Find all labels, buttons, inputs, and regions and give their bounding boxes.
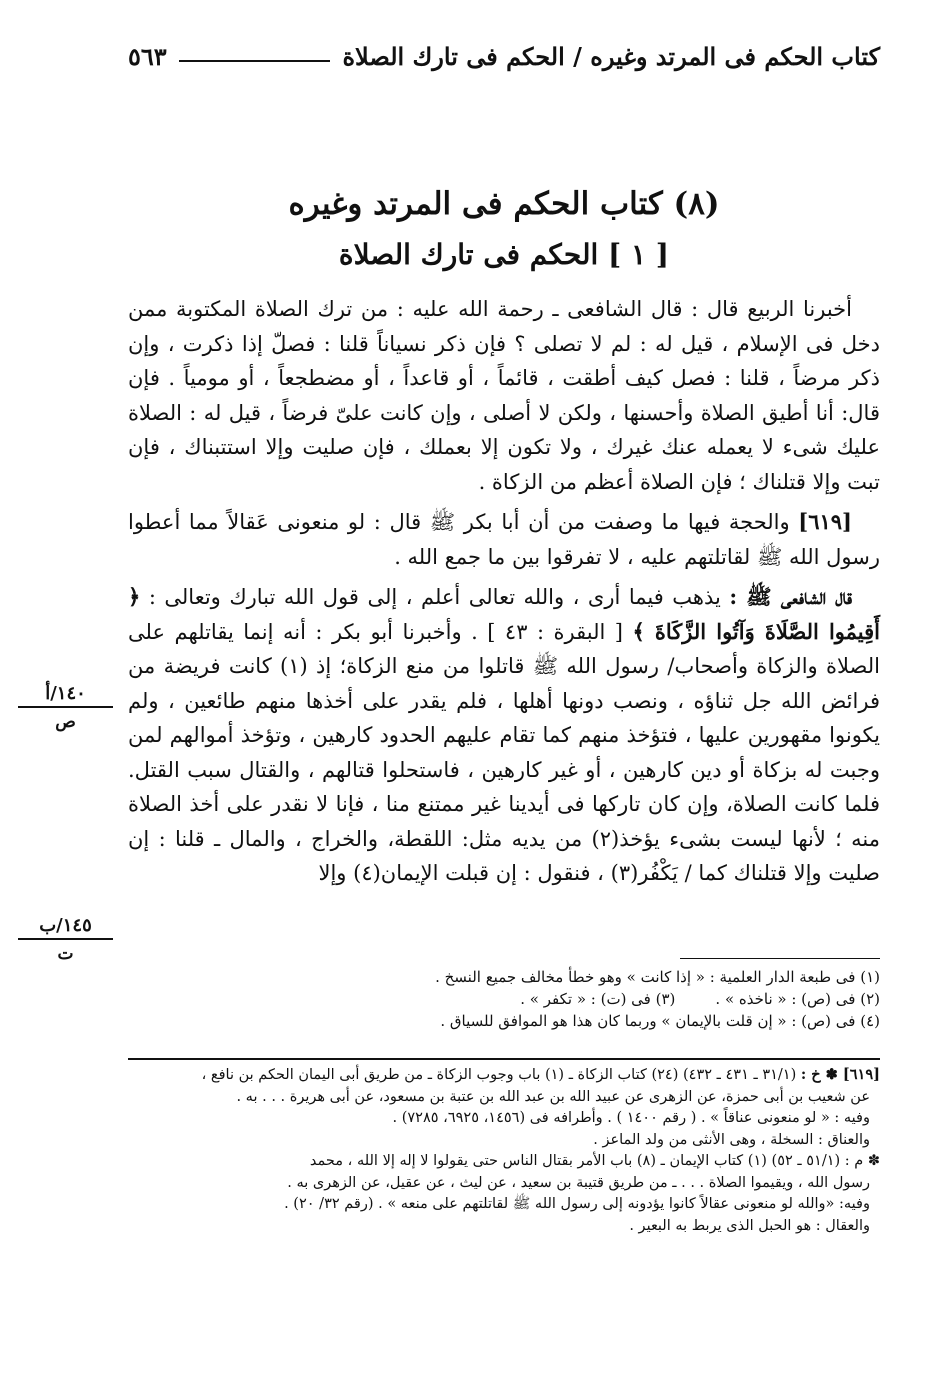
- margin-reference-letter: ت: [57, 944, 74, 964]
- margin-reference-1: [18, 683, 113, 732]
- takhrij-line: وفيه: «والله لو منعونى عقالاً كانوا يؤدونه إلى رسول الله ﷺ لقاتلتهم على منعه » . (رقم ٣٢/ ٢٠) .: [284, 1196, 870, 1212]
- paragraph-2-text: والحجة فيها ما وصفت من أن أبا بكر ﷺ قال : لو منعونى عَقالاً مما أعطوا رسول الله ﷺ لقاتلتهم عليه ، لا تفرقوا بين ما جمع الله .: [128, 510, 880, 569]
- hadith-number: [٦١٩]: [798, 509, 852, 534]
- paragraph-3: [128, 580, 880, 891]
- chapter-title: (٨) كتاب الحكم فى المرتد وغيره: [288, 186, 720, 222]
- page-number: ٥٦٣: [128, 41, 167, 71]
- running-header: [128, 36, 880, 76]
- margin-reference-number: ١٤٥/ب: [18, 915, 113, 940]
- takhrij-divider: [128, 1058, 880, 1060]
- takhrij-section: [128, 1064, 880, 1237]
- takhrij-line: رسول الله ، ويقيموا الصلاة . . . ـ من طريق قتيبة بن سعيد ، عن ليث ، عن عقيل، عن الزهرى به .: [287, 1174, 870, 1191]
- takhrij-line: والعقال : هو الحبل الذى يربط به البعير .: [629, 1217, 870, 1234]
- footnotes: [128, 966, 880, 1032]
- footnote-1: (١) فى طبعة الدار العلمية : « إذا كانت » وهو خطأ مخالف جميع النسخ .: [435, 968, 880, 986]
- takhrij-line: وفيه : « لو منعونى عناقاً » . ( رقم ١٤٠٠ ) . وأطرافه فى (١٤٥٦، ٦٩٢٥، ٧٢٨٥) .: [392, 1110, 870, 1126]
- footnote-4: (٤) فى (ص) : « إن قلت بالإيمان » وربما كان هذا هو الموافق للسياق .: [440, 1012, 880, 1030]
- paragraph-3-text-a: يذهب فيما أرى ، والله تعالى أعلم ، إلى قول الله تبارك وتعالى :: [148, 585, 721, 609]
- footnote-divider: [680, 958, 880, 959]
- takhrij-text: (٣١/١ ـ ٤٣١ ـ ٤٣٢) (٢٤) كتاب الزكاة ـ (١) باب وجوب الزكاة ـ من طريق أبى اليمان الحكم بن نافع ،: [201, 1067, 797, 1083]
- margin-reference-letter: ص: [55, 712, 76, 732]
- footnote-line: [128, 988, 880, 1010]
- takhrij-line: [128, 1064, 880, 1087]
- paragraph-3-text-b: [ البقرة : ٤٣ ] . وأخبرنا أبو بكر : أنه إنما يقاتلهم على الصلاة والزكاة وأصحاب/ رسول الله ﷺ قاتلوا من منع الزكاة؛ إذ (١) كانت فريضة من فرائض الله جل ثناؤه ، ونصب دونها أهلها ، فلم يقدر على أخذها منهم طائعين ، ولم يكونوا مقهورين عليها ، فتؤخذ منهم كما تقام عليهم الحدود كارهين ، وتؤخذ أموالهم لمن وجبت له بزكاة أو دين كارهين ، أو غير كارهين ، فاستحلوا قتالهم ، والقتال سبب القتل. فلما كانت الصلاة، وإن كان تاركها فى أيدينا غير ممتنع منا ، فإنا لا نقدر على أخذ الصلاة منه ؛ لأنها ليست بشىء يؤخذ(٢) من يديه مثل: اللقطة، والخراج ، والمال ـ قلنا : إن صليت وإلا قتلناك كما / يَكْفُر(٣) ، فنقول : إن قبلت الإيمان(٤) وإلا: [128, 619, 880, 885]
- footnote-line: [128, 1010, 880, 1032]
- footnote-line: [128, 966, 880, 988]
- margin-reference-2: [18, 915, 113, 964]
- paragraph-2: [128, 505, 880, 574]
- section-title: [ ١ ] الحكم فى تارك الصلاة: [338, 238, 670, 271]
- footnote-3: (٣) فى (ت) : « تكفر » .: [520, 990, 676, 1008]
- running-header-rule: [179, 60, 331, 62]
- main-text: [128, 292, 880, 897]
- footnote-2: (٢) فى (ص) : « ناخذه » .: [715, 990, 880, 1008]
- margin-reference-number: ١٤٠/أ: [18, 683, 113, 708]
- paragraph-1: أخبرنا الربيع قال : قال الشافعى ـ رحمة الله عليه : من ترك الصلاة المكتوبة ممن دخل فى الإسلام ، قيل له : لم لا تصلى ؟ فإن ذكر نسياناً قلنا : فصلّ إذا ذكرت ، وإن ذكر مرضاً ، قلنا : فصل كيف أطقت ، قائماً ، أو قاعداً ، أو مضطجعاً ، أو مومياً . فإن قال: أنا أطيق الصلاة وأحسنها ، ولكن لا أصلى ، وإن كانت علىّ فرضاً ، قيل له : الصلاة عليك شىء لا يعمله عنك غيرك ، ولا تكون إلا بعملك ، فإن صليت وإلا استتبناك ، فإن تبت وإلا قتلناك ؛ فإن الصلاة أعظم من الزكاة .: [128, 297, 880, 494]
- takhrij-line: والعناق : السخلة ، وهى الأنثى من ولد الماعز .: [593, 1131, 870, 1148]
- running-header-title: كتاب الحكم فى المرتد وغيره / الحكم فى تارك الصلاة: [342, 41, 880, 71]
- takhrij-line: ✽ م : (٥١/١ ـ ٥٢) (١) كتاب الإيمان ـ (٨) باب الأمر بقتال الناس حتى يقولوا لا إله إلا الله ، محمد: [309, 1153, 880, 1169]
- takhrij-line: عن شعيب بن أبى حمزة، عن الزهرى عن عبيد الله بن عبد الله بن عتبة بن مسعود، عن أبى هريرة . . . به .: [236, 1088, 870, 1105]
- quran-verse: ﴿ أَقِيمُوا الصَّلَاةَ وَآتُوا الزَّكَاةَ ﴾: [128, 584, 880, 644]
- takhrij-head: [٦١٩] ✽ خ :: [800, 1066, 880, 1083]
- speaker-label: قال الشافعى ﷺ :: [729, 584, 852, 609]
